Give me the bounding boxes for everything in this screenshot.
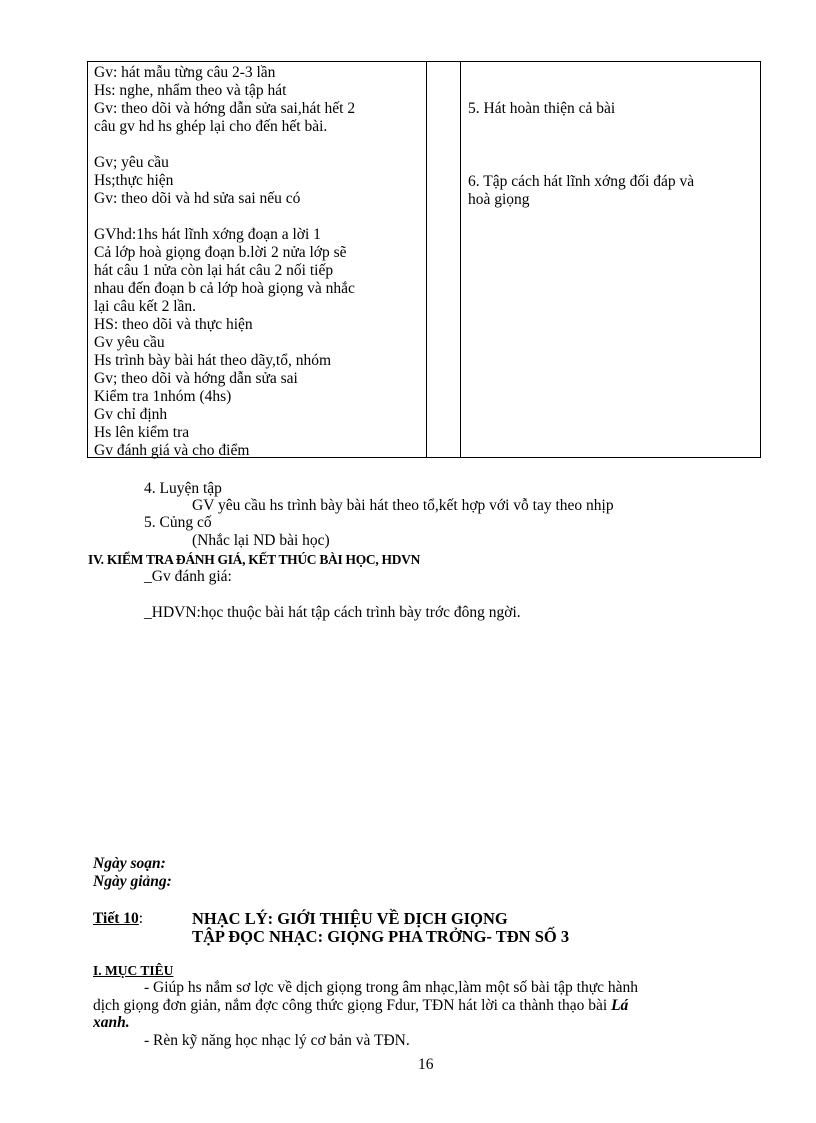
lesson-title-line2: TẬP ĐỌC NHẠC: GIỌNG PHA TRỞNG- TĐN SỐ 3 — [192, 927, 570, 946]
activity-line: câu gv hd hs ghép lại cho đến hết bài. — [94, 118, 328, 135]
ngay-giang-label: Ngày giảng: — [93, 873, 172, 890]
activity-line: lại câu kết 2 lần. — [94, 298, 196, 315]
content-item-6-line: 6. Tập cách hát lĩnh xớng đối đáp và — [468, 173, 695, 190]
activity-line: nhau đến đoạn b cả lớp hoà giọng và nhắc — [94, 280, 355, 297]
luyen-tap-heading: 4. Luyện tập — [144, 480, 222, 497]
objective-1-line1: - Giúp hs nắm sơ lợc về dịch giọng trong âm nhạc,làm một số bài tập thực hành — [144, 979, 639, 996]
objective-1-line2 — [93, 997, 628, 1015]
content-item-5-text: 5. Hát hoàn thiện cả bài — [468, 100, 616, 117]
lesson-number — [93, 910, 143, 928]
activity-line: GVhd:1hs hát lĩnh xớng đoạn a lời 1 — [94, 226, 321, 243]
section-iv-heading: IV. KIỂM TRA ĐÁNH GIÁ, KẾT THÚC BÀI HỌC, HDVN — [88, 552, 421, 567]
activity-line: Kiểm tra 1nhóm (4hs) — [94, 388, 232, 405]
activity-line: Gv: theo dõi và hd sửa sai nếu có — [94, 190, 301, 207]
section-i-heading: I. MỤC TIÊU — [93, 963, 174, 978]
ngay-soan-label: Ngày soạn: — [93, 855, 166, 872]
table-column-divider — [460, 62, 461, 457]
activity-line: Gv chỉ định — [94, 406, 168, 423]
activity-line: Gv: hát mẫu từng câu 2-3 lần — [94, 64, 276, 81]
objective-2: - Rèn kỹ năng học nhạc lý cơ bản và TĐN. — [144, 1032, 410, 1049]
lesson-activity-table — [87, 61, 761, 458]
activity-line: Gv: theo dõi và hớng dẫn sửa sai,hát hết 2 — [94, 100, 356, 117]
activity-line: Hs lên kiểm tra — [94, 424, 190, 441]
page-number: 16 — [418, 1056, 434, 1073]
song-title-part1: Lá — [611, 997, 629, 1014]
objective-1-line2-text: dịch giọng đơn giản, nắm đợc công thức giọng Fdur, TĐN hát lời ca thành thạo bài — [93, 997, 608, 1014]
cung-co-text: (Nhắc lại ND bài học) — [192, 532, 330, 549]
song-title-part2: xanh. — [93, 1014, 130, 1031]
hdvn-text: _HDVN:học thuộc bài hát tập cách trình bày trớc đông ngời. — [144, 604, 521, 621]
lesson-title-line1: NHẠC LÝ: GIỚI THIỆU VỀ DỊCH GIỌNG — [192, 909, 508, 928]
tiet-label: Tiết 10 — [93, 910, 139, 927]
content-item-5 — [468, 100, 615, 118]
gv-danh-gia: _Gv đánh giá: — [144, 568, 232, 585]
cung-co-heading: 5. Củng cố — [144, 514, 212, 531]
activity-line: Hs: nghe, nhẩm theo và tập hát — [94, 82, 287, 99]
teacher-student-activities-cell — [94, 64, 355, 460]
content-item-6 — [468, 173, 694, 209]
activity-line: HS: theo dõi và thực hiện — [94, 316, 253, 333]
activity-line: Gv đánh giá và cho điểm — [94, 442, 250, 459]
activity-line: Hs trình bày bài hát theo dãy,tổ, nhóm — [94, 352, 332, 369]
tiet-colon: : — [138, 910, 144, 927]
activity-line: Gv yêu cầu — [94, 334, 165, 351]
activity-line: hát câu 1 nửa còn lại hát câu 2 nối tiếp — [94, 262, 334, 279]
content-item-6-line: hoà giọng — [468, 191, 530, 208]
activity-line: Hs;thực hiện — [94, 172, 174, 189]
table-column-divider — [426, 62, 427, 457]
luyen-tap-text: GV yêu cầu hs trình bày bài hát theo tổ,kết hợp với vỗ tay theo nhịp — [192, 497, 614, 514]
activity-line: Gv; yêu cầu — [94, 154, 169, 171]
activity-line: Gv; theo dõi và hớng dẫn sửa sai — [94, 370, 298, 387]
activity-line: Cả lớp hoà giọng đoạn b.lời 2 nửa lớp sẽ — [94, 244, 347, 261]
